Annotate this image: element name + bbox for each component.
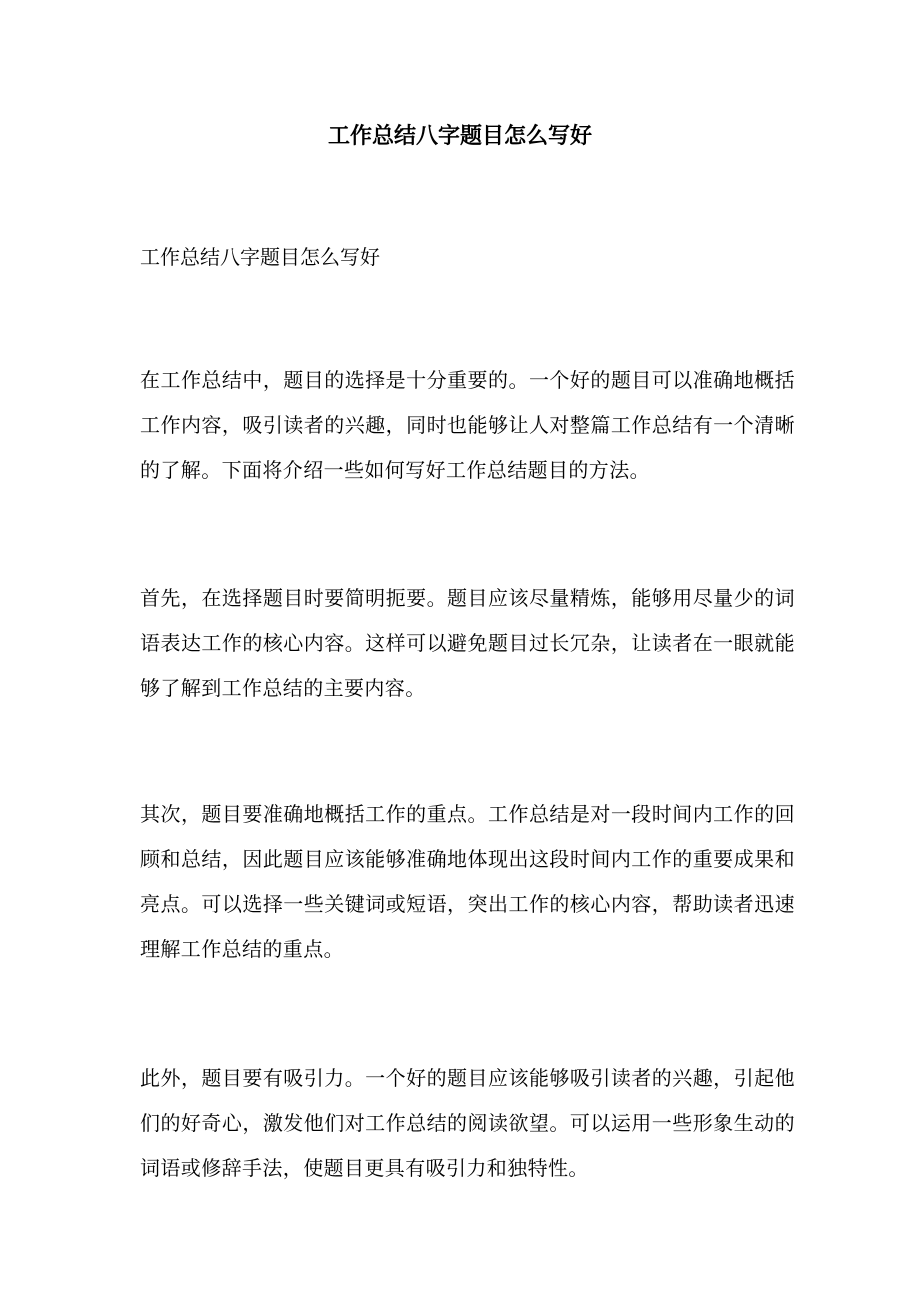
paragraph-second-point: 其次，题目要准确地概括工作的重点。工作总结是对一段时间内工作的回顾和总结，因此题目应该能够准确地体现出这段时间内工作的重要成果和亮点。可以选择一些关键词或短语，突出工作的核心内容，帮助读者迅速理解工作总结的重点。 bbox=[140, 802, 795, 961]
document-title: 工作总结八字题目怎么写好 bbox=[327, 123, 592, 149]
document-subtitle: 工作总结八字题目怎么写好 bbox=[140, 245, 380, 269]
paragraph-first-point: 首先，在选择题目时要简明扼要。题目应该尽量精炼，能够用尽量少的词语表达工作的核心内容。这样可以避免题目过长冗杂，让读者在一眼就能够了解到工作总结的主要内容。 bbox=[140, 586, 795, 700]
paragraph-intro: 在工作总结中，题目的选择是十分重要的。一个好的题目可以准确地概括工作内容，吸引读者的兴趣，同时也能够让人对整篇工作总结有一个清晰的了解。下面将介绍一些如何写好工作总结题目的方法。 bbox=[140, 368, 795, 482]
paragraph-third-point: 此外，题目要有吸引力。一个好的题目应该能够吸引读者的兴趣，引起他们的好奇心，激发他们对工作总结的阅读欲望。可以运用一些形象生动的词语或修辞手法，使题目更具有吸引力和独特性。 bbox=[140, 1066, 795, 1180]
